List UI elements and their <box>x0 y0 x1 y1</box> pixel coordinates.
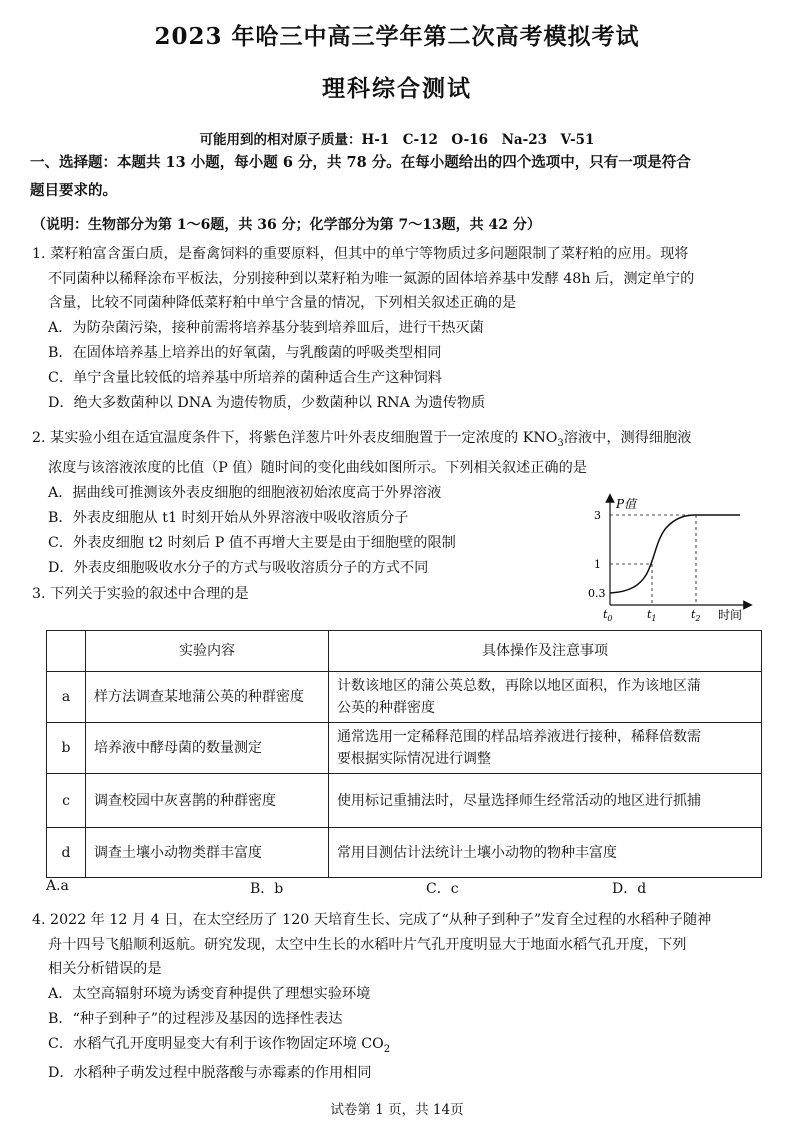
q1-stem-line2: 不同菌种以稀释涂布平板法，分别接种到以菜籽粕为唯一氮源的固体培养基中发酵 48h 后，测定单宁的 <box>48 270 695 287</box>
x-tick-t1: $t_1$ <box>647 608 657 623</box>
q2-option-a: A．据曲线可推测该外表皮细胞的细胞液初始浓度高于外界溶液 <box>48 484 442 501</box>
q4-option-a: A．太空高辐射环境为诱变育种提供了理想实验环境 <box>48 985 371 1002</box>
q1-option-c: C．单宁含量比较低的培养基中所培养的菌种适合生产这种饲料 <box>48 369 442 386</box>
x-axis-label: 时间 <box>718 608 743 622</box>
table-header-row <box>47 631 762 672</box>
q2-stem-line1-b: 溶液中，测得细胞液 <box>563 430 692 446</box>
q4-option-c: C．水稻气孔开度明显变大有利于该作物固定环境 $CO_2$ <box>48 1035 391 1055</box>
y-tick-3: 3 <box>594 509 601 522</box>
q3-answer-c: C．c <box>426 881 459 897</box>
question-4 <box>32 908 772 1086</box>
q1-option-d: D．绝大多数菌种以 DNA 为遗传物质，少数菌种以 RNA 为遗传物质 <box>48 394 486 411</box>
section-heading-line2: 题目要求的。 <box>30 182 117 199</box>
experiment-table <box>46 630 762 878</box>
row-index: b <box>47 723 86 774</box>
q2-option-d: D．外表皮细胞吸收水分子的方式与吸收溶质分子的方式不同 <box>48 559 429 576</box>
row-operation: 常用目测估计法统计土壤小动物的物种丰富度 <box>329 828 762 878</box>
section-heading-line1: 一、选择题：本题共 13 小题，每小题 6 分，共 78 分。在每小题给出的四个选项中，只有一项是符合 <box>30 154 691 171</box>
q1-stem-line3: 含量，比较不同菌种降低菜籽粕中单宁含量的情况，下列相关叙述正确的是 <box>48 295 517 311</box>
q1-stem-line1: 1. 菜籽粕富含蛋白质，是畜禽饲料的重要原料，但其中的单宁等物质过多问题限制了菜籽粕的应用。现将 <box>32 246 689 262</box>
question-3 <box>32 582 772 607</box>
q1-option-a: A．为防杂菌污染，接种前需将培养基分装到培养皿后，进行干热灭菌 <box>48 319 484 336</box>
q4-stem-line2: 舟十四号飞船顺利返航。研究发现，太空中生长的水稻叶片气孔开度明显大于地面水稻气孔开度，下列 <box>48 936 687 953</box>
q2-option-c: C．外表皮细胞 t2 时刻后 P 值不再增大主要是由于细胞壁的限制 <box>48 534 456 551</box>
atomic-masses: 可能用到的相对原子质量：H-1 C-12 O-16 Na-23 V-51 <box>199 132 595 148</box>
q1-option-b: B．在固体培养基上培养出的好氧菌，与乳酸菌的呼吸类型相同 <box>48 344 442 361</box>
q4-stem-line3: 相关分析错误的是 <box>48 961 162 977</box>
section-note: （说明：生物部分为第 1～6题，共 36 分；化学部分为第 7～13题，共 42 分） <box>32 217 541 233</box>
q4-option-d: D．水稻种子萌发过程中脱落酸与赤霉素的作用相同 <box>48 1065 372 1082</box>
page-subtitle: 理科综合测试 <box>322 75 472 102</box>
question-1 <box>32 242 772 416</box>
row-operation: 计数该地区的蒲公英总数，再除以地区面积，作为该地区蒲 公英的种群密度 <box>329 672 762 723</box>
table-header-index <box>47 631 86 672</box>
row-content: 调查土壤小动物类群丰富度 <box>86 828 329 878</box>
row-content: 调查校园中灰喜鹊的种群密度 <box>86 774 329 828</box>
table-header-content: 实验内容 <box>86 631 329 672</box>
x-tick-t0: $t_0$ <box>603 608 613 623</box>
q3-stem: 3. 下列关于实验的叙述中合理的是 <box>32 586 249 602</box>
table-row <box>47 774 762 828</box>
q2-stem-line1-a: 2. 某实验小组在适宜温度条件下，将紫色洋葱片叶外表皮细胞置于一定浓度的 KNO <box>32 430 558 446</box>
q3-answer-a: A.a <box>46 878 69 894</box>
row-content: 培养液中酵母菌的数量测定 <box>86 723 329 774</box>
q2-option-b: B．外表皮细胞从 t1 时刻开始从外界溶液中吸收溶质分子 <box>48 509 409 526</box>
q2-stem-line2: 浓度与该溶液浓度的比值（P 值）随时间的变化曲线如图所示。下列相关叙述正确的是 <box>48 460 587 477</box>
table-row <box>47 828 762 878</box>
table-row <box>47 723 762 774</box>
page-title: 2023 年哈三中高三学年第二次高考模拟考试 <box>154 23 640 50</box>
q3-answer-b: B．b <box>250 881 284 897</box>
y-tick-0-3: 0.3 <box>588 587 606 600</box>
row-operation: 使用标记重捕法时，尽量选择师生经常活动的地区进行抓捕 <box>329 774 762 828</box>
q4-stem-line1: 4. 2022 年 12 月 4 日，在太空经历了 120 天培育生长、完成了“从种子到种子”发育全过程的水稻种子随神 <box>32 912 712 928</box>
row-index: d <box>47 828 86 878</box>
row-index: a <box>47 672 86 723</box>
q3-answer-d: D．d <box>612 881 647 897</box>
row-index: c <box>47 774 86 828</box>
row-content: 样方法调查某地蒲公英的种群密度 <box>86 672 329 723</box>
q4-option-b: B．“种子到种子”的过程涉及基因的选择性表达 <box>48 1010 343 1027</box>
row-operation: 通常选用一定稀释范围的样品培养液进行接种，稀释倍数需 要根据实际情况进行调整 <box>329 723 762 774</box>
page-footer: 试卷第 1 页，共 14页 <box>330 1102 464 1118</box>
q2-stem-sub: 3 <box>557 437 564 449</box>
table-header-operation: 具体操作及注意事项 <box>329 631 762 672</box>
y-tick-1: 1 <box>594 558 601 571</box>
x-tick-t2: $t_2$ <box>691 608 701 623</box>
q2-stem-line1 <box>32 426 772 456</box>
y-axis-label: P值 <box>616 497 637 511</box>
table-row <box>47 672 762 723</box>
